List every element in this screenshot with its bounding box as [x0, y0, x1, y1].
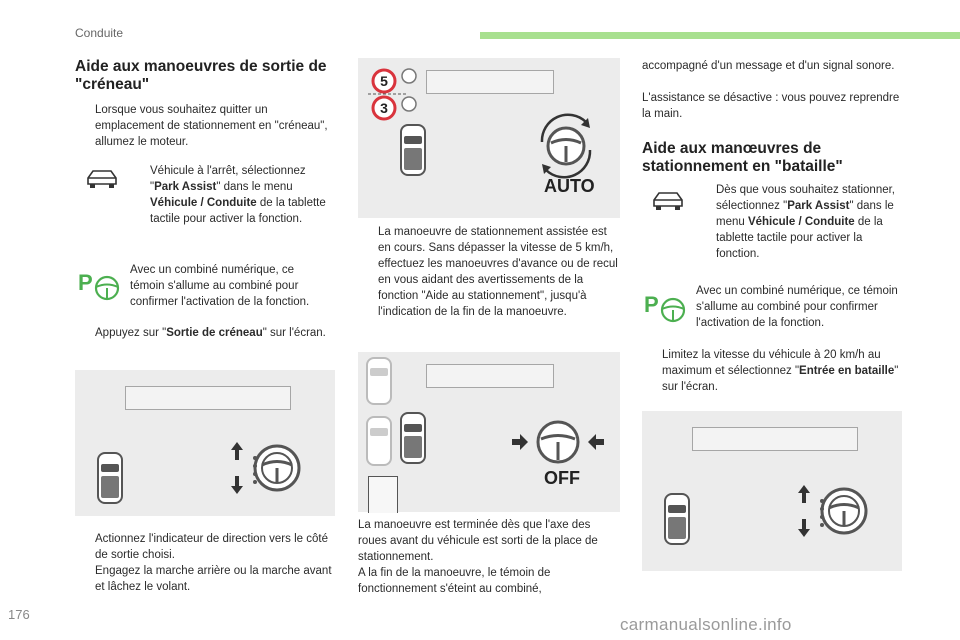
- cluster-confirm-note: Avec un combiné numérique, ce témoin s'allume au combiné pour confirmer l'activation de la fonction.: [130, 264, 310, 308]
- instruction-indicator: Actionnez l'indicateur de direction vers le côté de sortie choisi.: [95, 533, 328, 561]
- indicator-off-text: A la fin de la manoeuvre, le témoin de fonctionnement s'éteint au combiné,: [358, 567, 551, 595]
- parked-car-icon: [364, 356, 394, 406]
- section-title: Conduite: [75, 26, 124, 40]
- steering-wheel-up-down-icon: [792, 481, 872, 541]
- instruction-start-engine: Lorsque vous souhaitez quitter un emplacement de stationnement en "créneau", allumez le moteur.: [95, 104, 328, 148]
- marker-number-bottom: 3: [380, 100, 388, 116]
- park-assist-indicator-icon: [644, 290, 688, 324]
- section-accent-bar: [480, 32, 960, 39]
- off-label: OFF: [544, 468, 580, 488]
- parking-space: [692, 427, 858, 451]
- car-top-view-icon: [398, 410, 428, 466]
- instruction-park-assist-bataille: Dès que vous souhaitez stationner, sélectionnez "Park Assist" dans le menu Véhicule / Conduite de la tablette tactile pour activer la fonction.: [716, 184, 896, 260]
- parking-space: [426, 364, 554, 388]
- instruction-limit-speed: Limitez la vitesse du véhicule à 20 km/h au maximum et sélectionnez "Entrée en bataille" sur l'écran.: [662, 349, 899, 393]
- svg-text:P: P: [78, 270, 93, 295]
- steering-wheel-up-down-icon: [225, 438, 305, 498]
- page-number: 176: [8, 607, 30, 622]
- instruction-reverse-gear: Engagez la marche arrière ou la marche avant et lâchez le volant.: [95, 565, 332, 593]
- steering-wheel-auto-icon: [534, 112, 598, 180]
- assist-off-text: L'assistance se désactive : vous pouvez reprendre la main.: [642, 92, 900, 120]
- svg-text:P: P: [644, 292, 659, 317]
- parked-car-icon: [364, 414, 394, 468]
- instruction-press-sortie: Appuyez sur "Sortie de créneau" sur l'écran.: [95, 327, 326, 339]
- parking-space: [125, 386, 291, 410]
- car-top-view-icon: [95, 450, 125, 506]
- signal-message-text: accompagné d'un message et d'un signal sonore.: [642, 60, 895, 72]
- cluster-confirm-note: Avec un combiné numérique, ce témoin s'allume au combiné pour confirmer l'activation de la fonction.: [696, 285, 898, 329]
- instruction-park-assist: Véhicule à l'arrêt, sélectionnez "Park Assist" dans le menu Véhicule / Conduite de la tablette tactile pour activer la fonction.: [150, 165, 326, 225]
- marker-number-top: 5: [380, 73, 388, 89]
- parking-space: [426, 70, 554, 94]
- heading-sortie-creneau: Aide aux manoeuvres de sortie de "créneau": [75, 58, 327, 93]
- illustration-bay-parking: [642, 411, 902, 571]
- auto-label: AUTO: [544, 176, 595, 196]
- car-top-view-icon: [662, 491, 692, 547]
- heading-stationnement-bataille: Aide aux manœuvres de stationnement en "bataille": [642, 140, 843, 175]
- illustration-auto-steering: [358, 58, 620, 218]
- instruction-maneuver-in-progress: La manoeuvre de stationnement assistée est en cours. Sans dépasser la vitesse de 5 km/h, effectuez les manoeuvres d'avance ou de recul en vous aidant des avertissements de la fonction "Aide au stationnement", jusqu'à l'indication de la fin de la manoeuvre.: [378, 226, 618, 318]
- steering-wheel-release-icon: [508, 418, 608, 466]
- car-icon: [650, 188, 686, 212]
- park-assist-indicator-icon: [78, 268, 122, 302]
- watermark: carmanualsonline.info: [620, 615, 792, 634]
- maneuver-complete-text: La manoeuvre est terminée dès que l'axe des roues avant du véhicule est sorti de la place de stationnement.: [358, 519, 598, 563]
- exit-lane-marker: [368, 476, 398, 513]
- car-icon: [84, 166, 120, 190]
- mini-wheel-icons: [394, 64, 424, 118]
- illustration-maneuver-off: [358, 352, 620, 512]
- car-top-view-icon: [398, 122, 428, 178]
- illustration-exit-parallel: [75, 370, 335, 516]
